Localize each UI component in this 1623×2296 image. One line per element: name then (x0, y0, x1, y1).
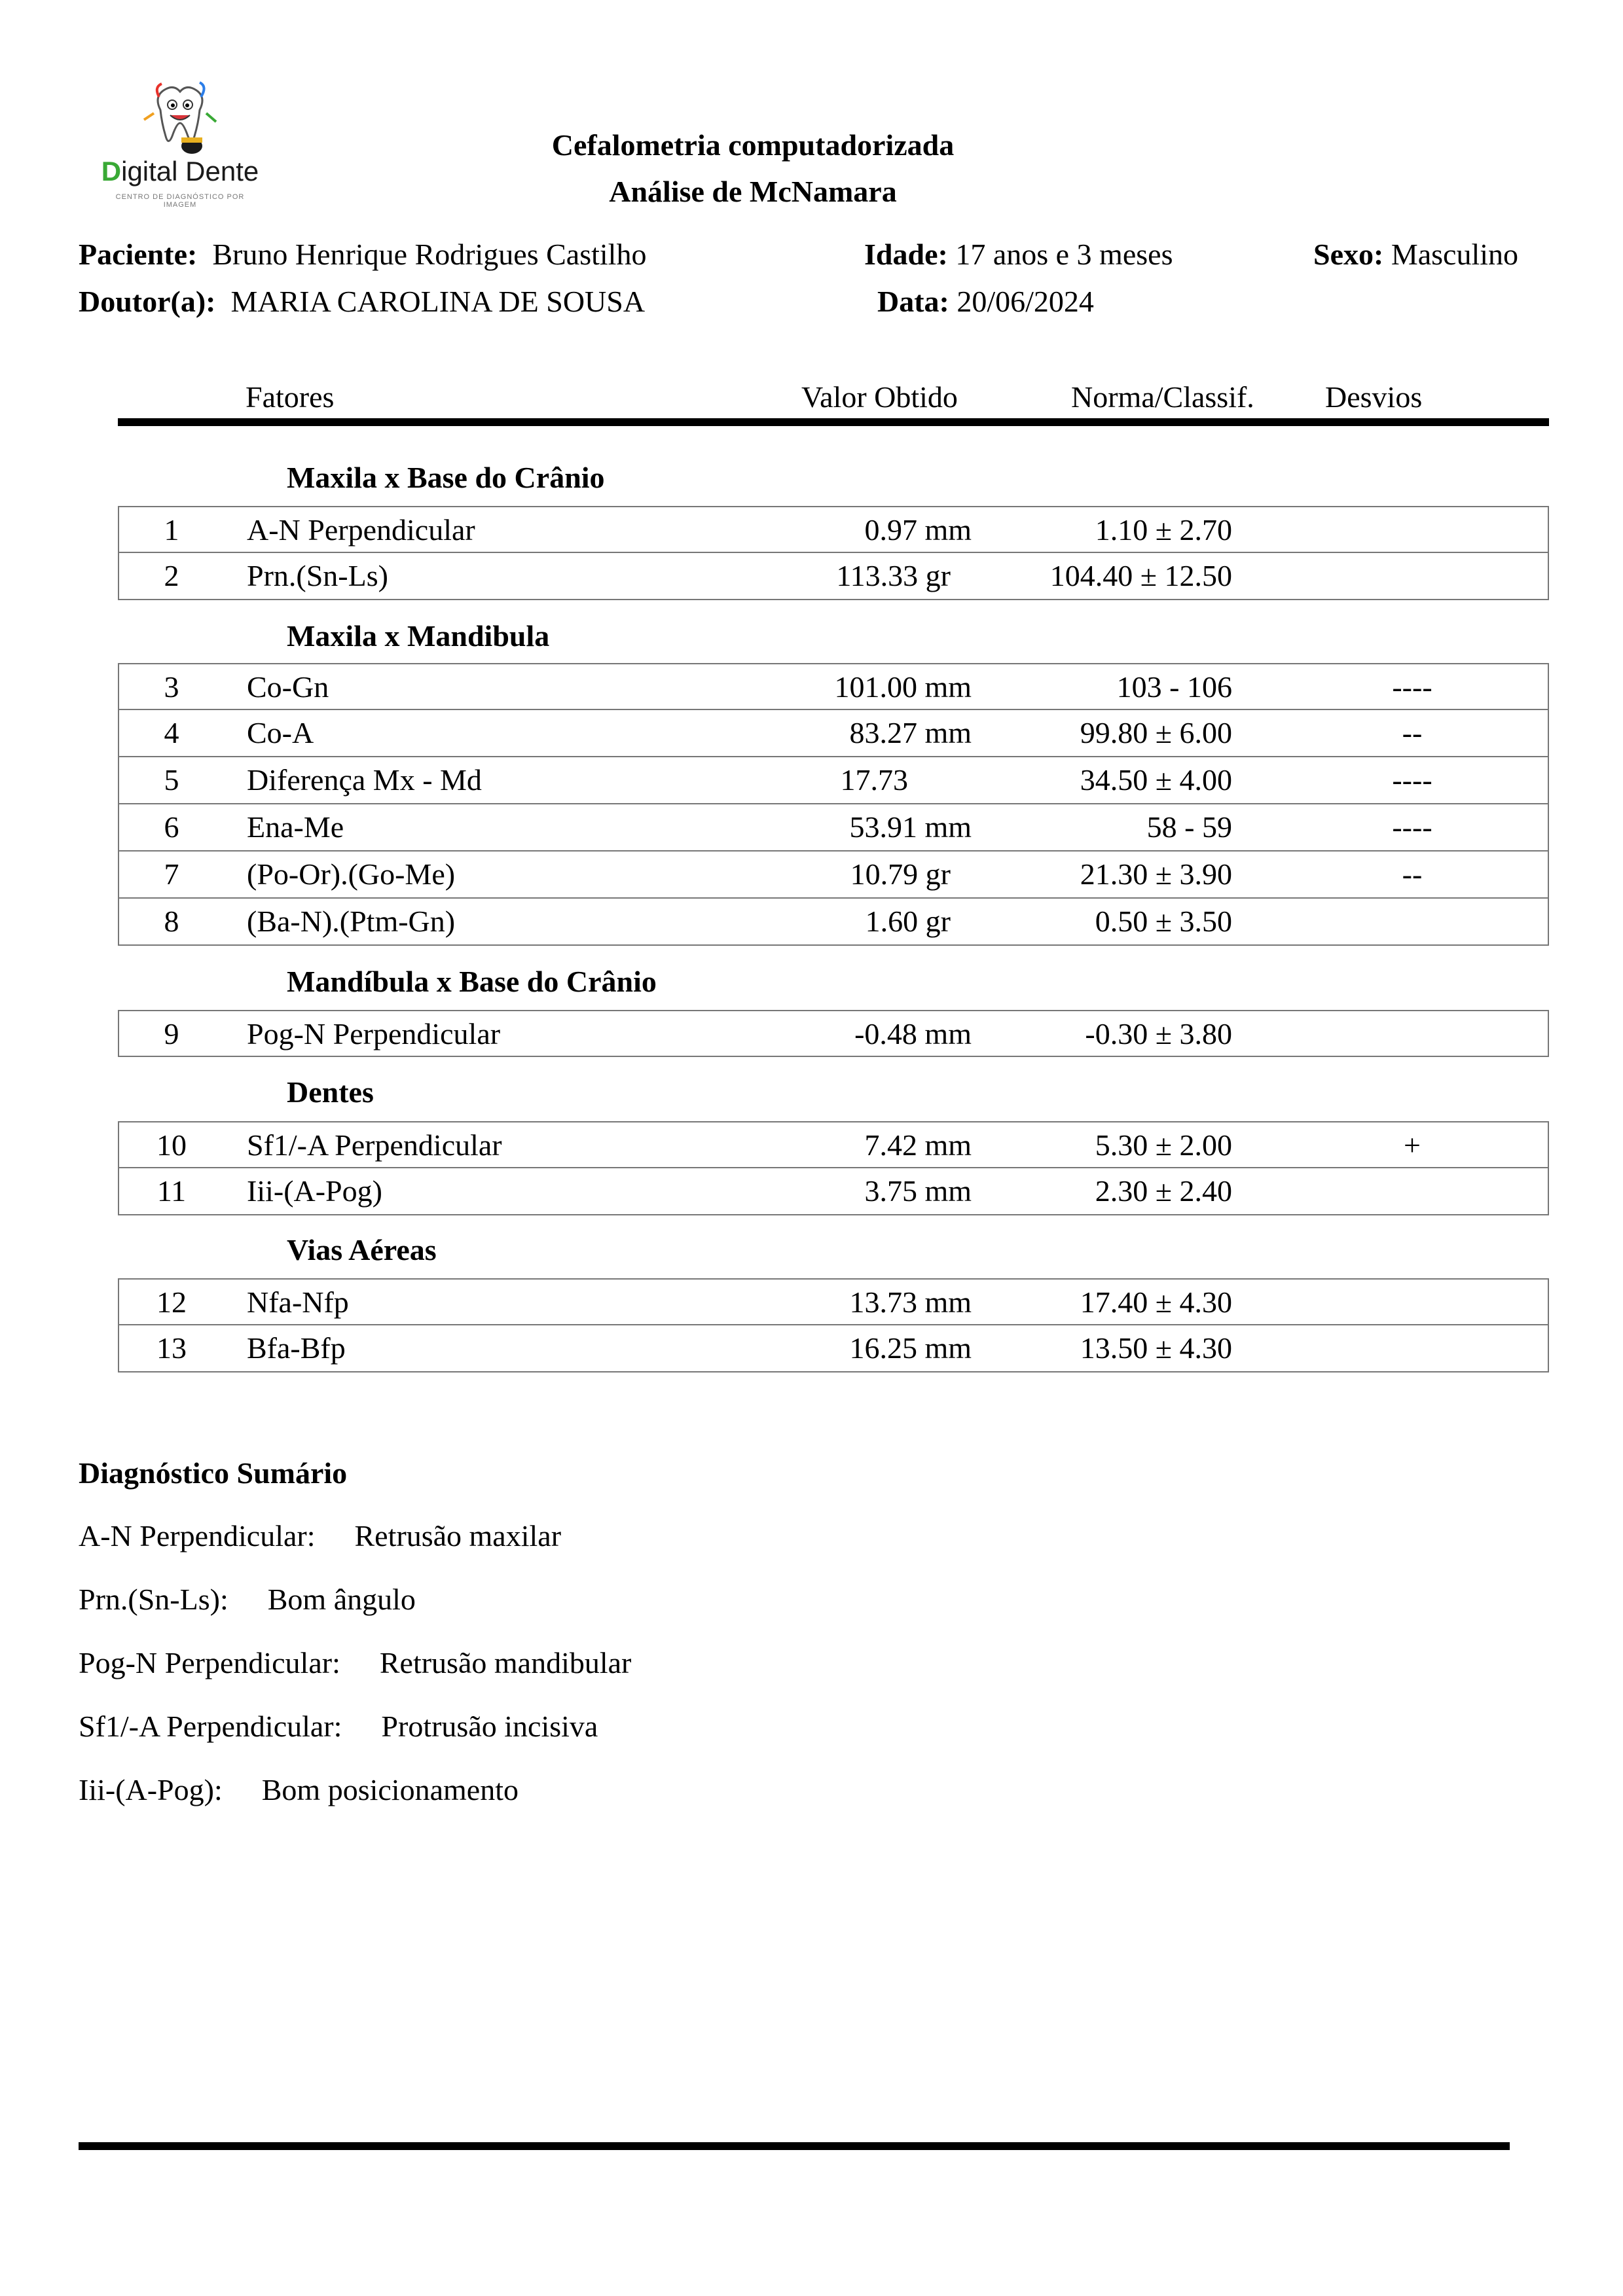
table-row (118, 757, 1549, 804)
row-factor: Bfa-Bfp (247, 1331, 346, 1365)
diagnosis-label: Pog-N Perpendicular: (79, 1646, 340, 1679)
table-row (118, 663, 1549, 710)
row-norm: 103 - 106 (1116, 670, 1232, 704)
table-row (118, 852, 1549, 899)
diagnosis-label: A-N Perpendicular: (79, 1519, 316, 1552)
date-value: 20/06/2024 (957, 285, 1094, 318)
table-row (118, 1325, 1549, 1372)
diagnosis-item (79, 1518, 561, 1553)
row-norm: 13.50 ± 4.30 (1080, 1331, 1232, 1365)
table-row (118, 710, 1549, 757)
row-index: 6 (164, 810, 179, 844)
date-field (877, 284, 1094, 319)
diagnosis-item (79, 1709, 598, 1744)
report-title: Cefalometria computadorizada (551, 128, 955, 162)
age-label: Idade: (864, 238, 948, 271)
sex-value: Masculino (1391, 238, 1519, 271)
row-value: 13.73 mm (849, 1285, 972, 1319)
age-field (864, 237, 1173, 272)
row-index: 1 (164, 513, 179, 547)
table-row (118, 506, 1549, 553)
row-norm: 17.40 ± 4.30 (1080, 1285, 1232, 1319)
row-factor: (Ba-N).(Ptm-Gn) (247, 905, 456, 938)
row-factor: Iii-(A-Pog) (247, 1174, 382, 1208)
row-index: 12 (156, 1285, 187, 1319)
row-norm: 99.80 ± 6.00 (1080, 716, 1232, 749)
patient-field (79, 237, 646, 272)
date-label: Data: (877, 285, 949, 318)
row-value: 16.25 mm (849, 1331, 972, 1365)
diagnosis-result: Protrusão incisiva (381, 1710, 598, 1743)
row-norm: 104.40 ± 12.50 (1049, 559, 1232, 592)
header-factors: Fatores (246, 380, 335, 414)
sex-label: Sexo: (1313, 238, 1384, 271)
row-factor: Pog-N Perpendicular (247, 1017, 501, 1050)
row-index: 11 (156, 1174, 187, 1208)
row-value: 83.27 mm (849, 716, 972, 749)
row-norm: 5.30 ± 2.00 (1095, 1128, 1232, 1162)
row-index: 5 (164, 763, 179, 797)
row-norm: 1.10 ± 2.70 (1095, 513, 1232, 547)
logo-brand-text: Digital Dente (101, 156, 259, 187)
section-title: Dentes (287, 1075, 374, 1109)
section-title: Maxila x Base do Crânio (287, 461, 605, 494)
diagnosis-label: Prn.(Sn-Ls): (79, 1583, 228, 1616)
logo-tagline: CENTRO DE DIAGNÓSTICO POR IMAGEM (115, 193, 245, 209)
row-factor: (Po-Or).(Go-Me) (247, 857, 456, 891)
table-row (118, 899, 1549, 946)
row-norm: -0.30 ± 3.80 (1085, 1017, 1232, 1050)
doctor-name: MARIA CAROLINA DE SOUSA (230, 285, 646, 318)
footer-rule (79, 2142, 1510, 2150)
row-value: 17.73 (840, 763, 908, 797)
table-row (118, 1121, 1549, 1168)
row-index: 9 (164, 1017, 179, 1050)
age-value: 17 anos e 3 meses (955, 238, 1173, 271)
section-title: Maxila x Mandibula (287, 619, 550, 653)
row-index: 7 (164, 857, 179, 891)
diagnosis-result: Retrusão mandibular (379, 1646, 632, 1679)
diagnosis-item (79, 1582, 416, 1617)
table-row (118, 1278, 1549, 1325)
row-norm: 21.30 ± 3.90 (1080, 857, 1232, 891)
row-factor: Co-Gn (247, 670, 329, 704)
section-title: Mandíbula x Base do Crânio (287, 965, 657, 998)
row-factor: A-N Perpendicular (247, 513, 475, 547)
row-value: 101.00 mm (834, 670, 972, 704)
diagnosis-title: Diagnóstico Sumário (79, 1456, 348, 1490)
row-value: 1.60 gr (865, 905, 951, 938)
row-value: 3.75 mm (864, 1174, 972, 1208)
row-deviation: + (1404, 1128, 1421, 1162)
diagnosis-item (79, 1772, 519, 1807)
row-index: 4 (164, 716, 179, 749)
section-title: Vias Aéreas (287, 1233, 437, 1266)
row-factor: Co-A (247, 716, 314, 749)
row-norm: 58 - 59 (1146, 810, 1232, 844)
doctor-label: Doutor(a): (79, 285, 216, 318)
diagnosis-label: Iii-(A-Pog): (79, 1773, 223, 1806)
diagnosis-result: Bom ângulo (267, 1583, 416, 1616)
row-value: 53.91 mm (849, 810, 972, 844)
row-factor: Nfa-Nfp (247, 1285, 349, 1319)
doctor-field (79, 284, 645, 319)
row-value: 113.33 gr (836, 559, 951, 592)
header-deviations: Desvios (1325, 380, 1423, 414)
table-row (118, 553, 1549, 600)
header-norm: Norma/Classif. (1071, 380, 1254, 414)
row-index: 2 (164, 559, 179, 592)
diagnosis-result: Bom posicionamento (261, 1773, 519, 1806)
row-index: 3 (164, 670, 179, 704)
row-deviation: ---- (1392, 810, 1432, 844)
header-value: Valor Obtido (801, 380, 958, 414)
row-deviation: -- (1402, 857, 1423, 891)
row-norm: 0.50 ± 3.50 (1095, 905, 1232, 938)
row-norm: 34.50 ± 4.00 (1080, 763, 1232, 797)
diagnosis-item (79, 1645, 631, 1680)
table-row (118, 1168, 1549, 1215)
row-factor: Diferença Mx - Md (247, 763, 482, 797)
row-index: 10 (156, 1128, 187, 1162)
row-value: -0.48 mm (854, 1017, 972, 1050)
row-value: 10.79 gr (850, 857, 951, 891)
patient-name: Bruno Henrique Rodrigues Castilho (212, 238, 647, 271)
row-factor: Prn.(Sn-Ls) (247, 559, 388, 592)
header-rule (118, 418, 1549, 426)
row-value: 0.97 mm (864, 513, 972, 547)
row-factor: Sf1/-A Perpendicular (247, 1128, 502, 1162)
row-factor: Ena-Me (247, 810, 344, 844)
diagnosis-result: Retrusão maxilar (354, 1519, 562, 1552)
diagnosis-label: Sf1/-A Perpendicular: (79, 1710, 342, 1743)
row-index: 13 (156, 1331, 187, 1365)
report-subtitle: Análise de McNamara (609, 175, 897, 208)
row-value: 7.42 mm (864, 1128, 972, 1162)
table-row (118, 1010, 1549, 1057)
row-deviation: ---- (1392, 763, 1432, 797)
row-deviation: ---- (1392, 670, 1432, 704)
sex-field (1313, 237, 1518, 272)
table-row (118, 804, 1549, 852)
row-norm: 2.30 ± 2.40 (1095, 1174, 1232, 1208)
row-index: 8 (164, 905, 179, 938)
patient-label: Paciente: (79, 238, 198, 271)
row-deviation: -- (1402, 716, 1423, 749)
